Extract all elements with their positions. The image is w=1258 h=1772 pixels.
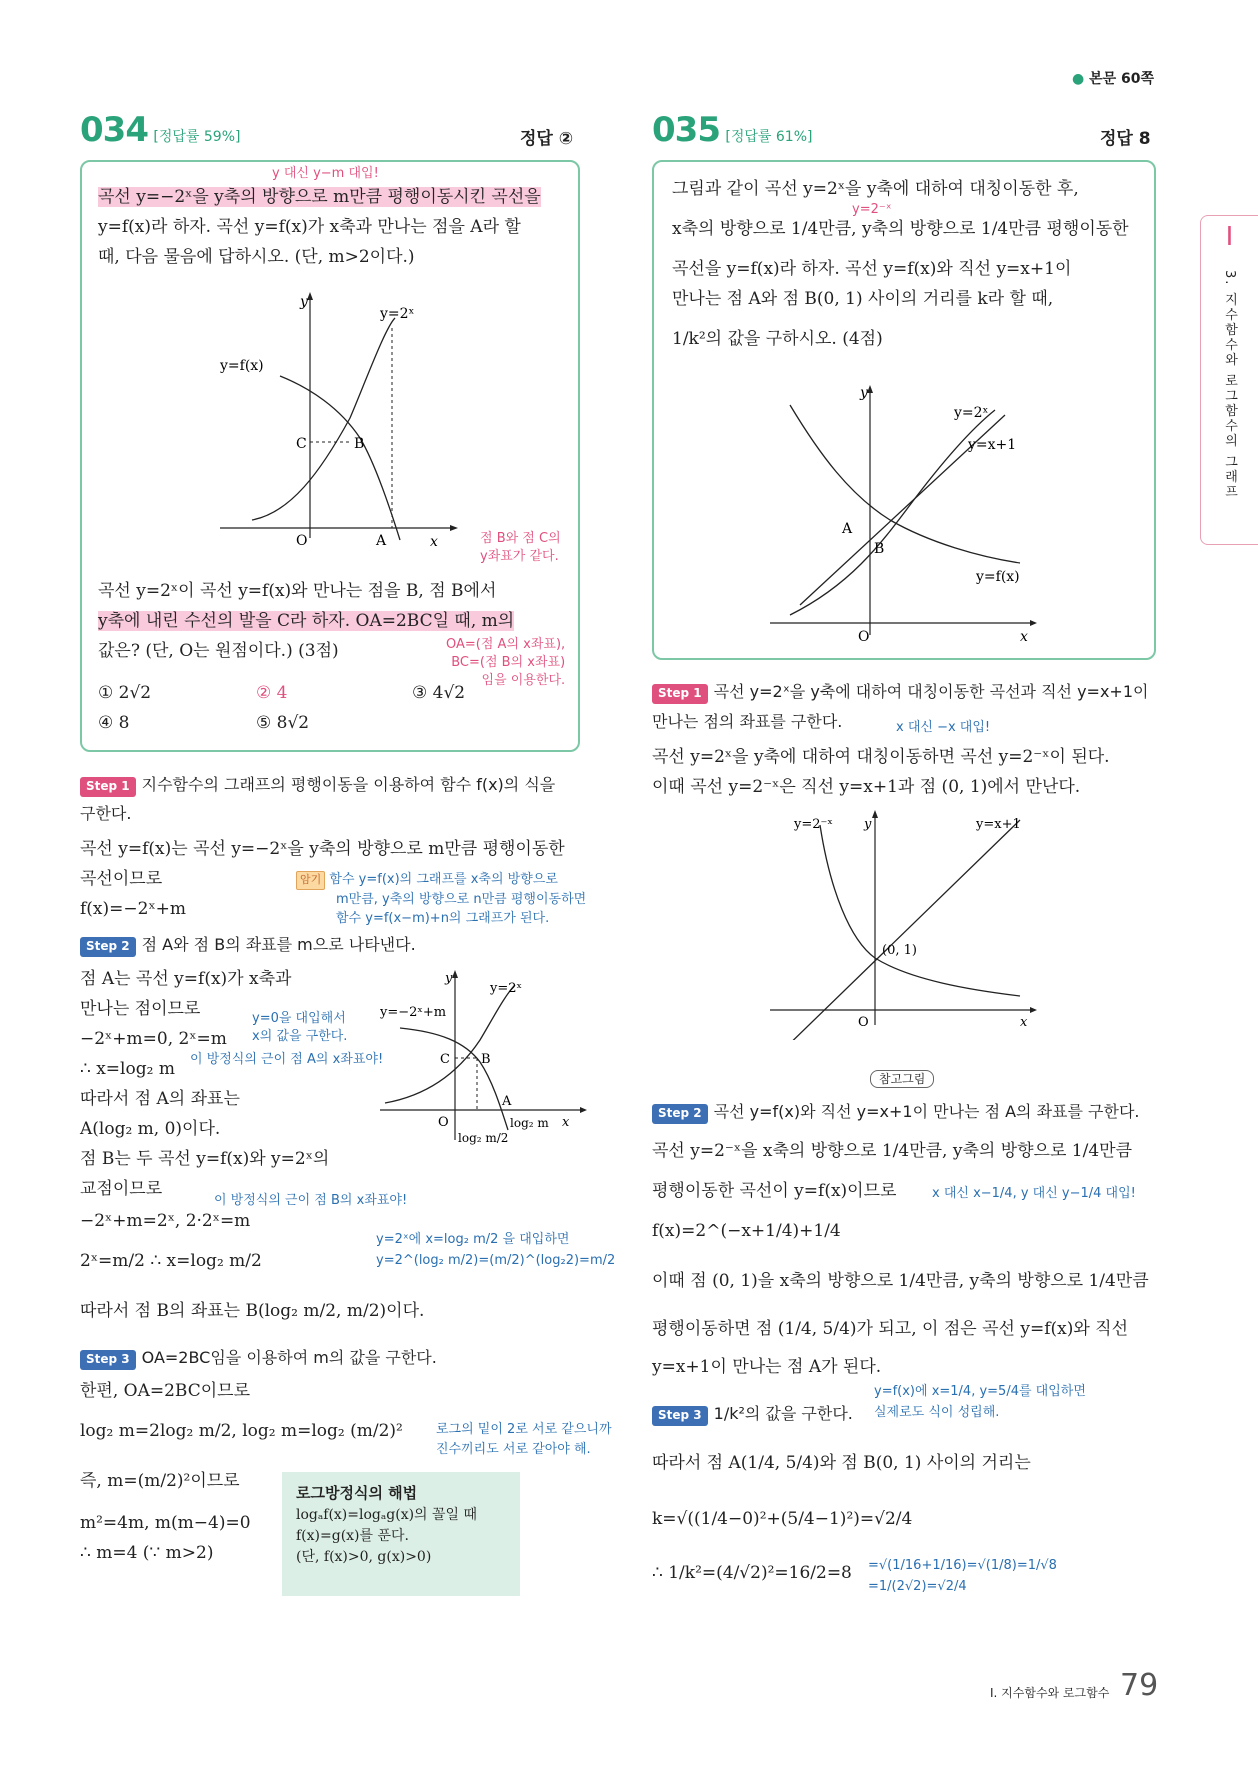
note: y=0을 대입해서 x의 값을 구한다. bbox=[252, 1011, 348, 1045]
question-line: 그림과 같이 곡선 y=2ˣ을 y축에 대하여 대칭이동한 후, bbox=[672, 179, 1079, 199]
solution-line: y=x+1이 만나는 점 A가 된다. bbox=[652, 1357, 882, 1377]
svg-text:C: C bbox=[440, 1052, 450, 1067]
step-badge: Step 2 bbox=[80, 937, 136, 957]
note: 이 방정식의 근이 점 A의 x좌표야! bbox=[190, 1052, 384, 1067]
svg-text:x: x bbox=[1020, 1015, 1028, 1030]
note-side: 점 B와 점 C의 y좌표가 같다. bbox=[480, 531, 561, 565]
graph-34 bbox=[200, 288, 480, 548]
step-title: 구한다. bbox=[80, 804, 132, 823]
solution-line: ∴ 1/k²=(4/√2)²=16/2=8 bbox=[652, 1563, 852, 1583]
problem-35-header bbox=[652, 110, 812, 150]
solution-line: ∴ m=4 (∵ m>2) bbox=[80, 1543, 214, 1563]
problem-number: 035 bbox=[652, 110, 720, 150]
point-label: O bbox=[296, 533, 308, 548]
curve-fx bbox=[280, 376, 400, 540]
point-label: A bbox=[376, 533, 387, 548]
svg-text:B: B bbox=[874, 541, 885, 557]
svg-text:y=2ˣ: y=2ˣ bbox=[490, 981, 523, 996]
problem-number: 034 bbox=[80, 110, 148, 150]
step-badge: Step 3 bbox=[80, 1350, 136, 1370]
solution-line: 따라서 점 A(1/4, 5/4)와 점 B(0, 1) 사이의 거리는 bbox=[652, 1453, 1031, 1473]
svg-text:y=x+1: y=x+1 bbox=[976, 817, 1021, 832]
solution-line: 곡선 y=f(x)는 곡선 y=−2ˣ을 y축의 방향으로 m만큼 평행이동한 bbox=[80, 839, 565, 859]
solution-line: m²=4m, m(m−4)=0 bbox=[80, 1513, 251, 1533]
solution-line: 이때 곡선 y=2⁻ˣ은 직선 y=x+1과 점 (0, 1)에서 만난다. bbox=[652, 777, 1081, 797]
question-line: 곡선을 y=f(x)라 하자. 곡선 y=f(x)와 직선 y=x+1이 bbox=[672, 259, 1072, 279]
svg-text:x: x bbox=[562, 1115, 570, 1130]
solution-line: 이때 점 (0, 1)을 x축의 방향으로 1/4만큼, y축의 방향으로 1/4만큼 bbox=[652, 1271, 1149, 1291]
note-oa: OA=(점 A의 x좌표), BC=(점 B의 x좌표) 임을 이용한다. bbox=[446, 637, 566, 689]
svg-text:y=2ˣ: y=2ˣ bbox=[954, 405, 989, 421]
problem-34-header bbox=[80, 110, 240, 150]
note: x 대신 x−1/4, y 대신 y−1/4 대입! bbox=[932, 1186, 1136, 1201]
curve-label: y=f(x) bbox=[220, 358, 264, 374]
solution-line: 교점이므로 bbox=[80, 1179, 163, 1199]
note: y=2ˣ에 x=log₂ m/2 을 대입하면 y=2^(log₂ m/2)=(m/2)^(log₂2)=m/2 bbox=[376, 1232, 616, 1268]
step-2-heading: Step 2 곡선 y=f(x)와 직선 y=x+1이 만나는 점 A의 좌표를 구한다. bbox=[652, 1102, 1140, 1124]
tip-box: 로그방정식의 해법 logₐf(x)=logₐg(x)의 꼴일 때 f(x)=g(x)를 푼다. (단, f(x)>0, g(x)>0) bbox=[282, 1472, 520, 1596]
svg-text:log₂ m: log₂ m bbox=[510, 1116, 549, 1130]
point-label: C bbox=[296, 436, 307, 452]
solution-line: k=√((1/4−0)²+(5/4−1)²)=√2/4 bbox=[652, 1509, 913, 1529]
note: x 대신 −x 대입! bbox=[896, 720, 991, 735]
step-badge: Step 1 bbox=[652, 684, 708, 704]
svg-text:y: y bbox=[860, 385, 868, 401]
question-line: 만나는 점 A와 점 B(0, 1) 사이의 거리를 k라 할 때, bbox=[672, 289, 1054, 309]
step-3-heading: Step 3 1/k²의 값을 구한다. bbox=[652, 1404, 853, 1426]
question-line: y=f(x)라 하자. 곡선 y=f(x)가 x축과 만나는 점을 A라 할 bbox=[98, 217, 521, 237]
svg-text:y: y bbox=[445, 971, 453, 986]
svg-text:y=2⁻ˣ: y=2⁻ˣ bbox=[794, 817, 833, 832]
solution-line: log₂ m=2log₂ m/2, log₂ m=log₂ (m/2)² bbox=[80, 1421, 403, 1441]
note: =√(1/16+1/16)=√(1/8)=1/√8 =1/(2√2)=√2/4 bbox=[868, 1558, 1057, 1594]
svg-text:A: A bbox=[842, 521, 853, 537]
solution-line: ∴ x=log₂ m bbox=[80, 1059, 175, 1079]
tab-vertical-text: 3. 지수함수와 로그함수의 그래프 bbox=[1222, 270, 1237, 500]
point-label: B bbox=[354, 436, 365, 452]
choice-4[interactable]: ④ 8 bbox=[98, 713, 130, 733]
solution-line: 곡선 y=2ˣ을 y축에 대하여 대칭이동하면 곡선 y=2⁻ˣ이 된다. bbox=[652, 747, 1110, 767]
solution-line: f(x)=−2ˣ+m bbox=[80, 899, 187, 919]
choice-3[interactable]: ③ 4√2 bbox=[412, 683, 466, 703]
question-line: 값은? (단, O는 원점이다.) (3점) bbox=[98, 641, 339, 661]
svg-text:B: B bbox=[481, 1052, 491, 1067]
svg-text:log₂ m/2: log₂ m/2 bbox=[458, 1131, 509, 1145]
svg-text:x: x bbox=[1020, 629, 1028, 645]
solution-line: −2ˣ+m=0, 2ˣ=m bbox=[80, 1029, 227, 1049]
solution-line: 만나는 점이므로 bbox=[80, 999, 201, 1019]
step-badge: Step 2 bbox=[652, 1104, 708, 1124]
step-3-heading: Step 3 OA=2BC임을 이용하여 m의 값을 구한다. bbox=[80, 1348, 437, 1370]
correct-rate: [정답률 59%] bbox=[153, 129, 241, 145]
question-line: x축의 방향으로 1/4만큼, y축의 방향으로 1/4만큼 평행이동한 bbox=[672, 219, 1129, 239]
question-line: 1/k²의 값을 구하시오. (4점) bbox=[672, 329, 883, 349]
step-2-heading: Step 2 점 A와 점 B의 좌표를 m으로 나타낸다. bbox=[80, 935, 416, 957]
question-line: y축에 내린 수선의 발을 C라 하자. OA=2BC일 때, m의 bbox=[98, 611, 515, 631]
question-line: 곡선 y=2ˣ이 곡선 y=f(x)와 만나는 점을 B, 점 B에서 bbox=[98, 581, 497, 601]
page-reference: ● 본문 60쪽 bbox=[1072, 71, 1155, 87]
svg-text:y=x+1: y=x+1 bbox=[968, 437, 1017, 453]
side-chapter-tab[interactable] bbox=[1200, 215, 1258, 545]
solution-line: 점 A는 곡선 y=f(x)가 x축과 bbox=[80, 969, 292, 989]
step-badge: Step 3 bbox=[652, 1406, 708, 1426]
note-substitute: y 대신 y−m 대입! bbox=[272, 166, 379, 181]
solution-line: 곡선 y=2⁻ˣ을 x축의 방향으로 1/4만큼, y축의 방향으로 1/4만큼 bbox=[652, 1141, 1133, 1161]
reference-figure-label: 참고그림 bbox=[870, 1070, 934, 1088]
svg-text:y: y bbox=[864, 817, 872, 832]
svg-text:y=−2ˣ+m: y=−2ˣ+m bbox=[380, 1005, 447, 1020]
curve-2x bbox=[252, 318, 395, 520]
axis-x-label: x bbox=[430, 534, 438, 548]
choice-5[interactable]: ⑤ 8√2 bbox=[256, 713, 310, 733]
correct-rate: [정답률 61%] bbox=[725, 129, 813, 145]
svg-text:O: O bbox=[858, 1015, 869, 1030]
step-1-heading: Step 1 곡선 y=2ˣ을 y축에 대하여 대칭이동한 곡선과 직선 y=x+1이 bbox=[652, 682, 1148, 704]
solution-line: 즉, m=(m/2)²이므로 bbox=[80, 1471, 240, 1491]
svg-text:O: O bbox=[858, 629, 870, 645]
solution-line: 점 B는 두 곡선 y=f(x)와 y=2ˣ의 bbox=[80, 1149, 330, 1169]
page-number: 79 bbox=[1120, 1668, 1159, 1703]
step-1-heading: Step 1 지수함수의 그래프의 평행이동을 이용하여 함수 f(x)의 식을 bbox=[80, 775, 555, 797]
graph-35-step1 bbox=[770, 810, 1040, 1040]
step-badge: Step 1 bbox=[80, 777, 136, 797]
curve-label: y=2ˣ bbox=[380, 306, 415, 322]
circle-arrow-icon: ● bbox=[1072, 71, 1085, 87]
memo-note: 암기 함수 y=f(x)의 그래프를 x축의 방향으로 m만큼, y축의 방향으로 n만큼 평행이동하면 함수 y=f(x−m)+n의 그래프가 된다. bbox=[296, 870, 586, 929]
note: 로그의 밑이 2로 서로 같으니까 진수끼리도 서로 같아야 해. bbox=[436, 1422, 612, 1457]
answer-label: 정답 ② bbox=[520, 129, 574, 149]
answer-label: 정답 8 bbox=[1100, 129, 1151, 149]
solution-line: 한편, OA=2BC이므로 bbox=[80, 1381, 251, 1401]
graph-34-step2 bbox=[380, 970, 590, 1160]
svg-text:(0, 1): (0, 1) bbox=[882, 943, 917, 958]
footer-chapter: I. 지수함수와 로그함수 bbox=[990, 1686, 1110, 1700]
solution-line: 2ˣ=m/2 ∴ x=log₂ m/2 bbox=[80, 1251, 262, 1271]
note: y=2⁻ˣ bbox=[852, 202, 892, 217]
note: 이 방정식의 근이 점 B의 x좌표야! bbox=[214, 1193, 408, 1208]
svg-text:y=f(x): y=f(x) bbox=[976, 569, 1020, 585]
question-line: 때, 다음 물음에 답하시오. (단, m>2이다.) bbox=[98, 247, 415, 267]
solution-line: 따라서 점 B의 좌표는 B(log₂ m/2, m/2)이다. bbox=[80, 1301, 425, 1321]
solution-line: −2ˣ+m=2ˣ, 2·2ˣ=m bbox=[80, 1211, 251, 1231]
solution-line: A(log₂ m, 0)이다. bbox=[80, 1119, 221, 1139]
choice-2[interactable]: ② 4 bbox=[256, 683, 288, 703]
note: y=f(x)에 x=1/4, y=5/4를 대입하면 실제로도 식이 성립해. bbox=[874, 1384, 1086, 1420]
solution-line: 평행이동하면 점 (1/4, 5/4)가 되고, 이 점은 곡선 y=f(x)와 직선 bbox=[652, 1319, 1129, 1339]
solution-line: 곡선이므로 bbox=[80, 869, 163, 889]
graph-35 bbox=[770, 385, 1040, 645]
tab-roman: I bbox=[1225, 222, 1234, 252]
step-title: 만나는 점의 좌표를 구한다. bbox=[652, 712, 843, 731]
memorize-tag: 암기 bbox=[296, 871, 325, 890]
choice-1[interactable]: ① 2√2 bbox=[98, 683, 152, 703]
svg-text:A: A bbox=[502, 1094, 512, 1109]
solution-line: 평행이동한 곡선이 y=f(x)이므로 bbox=[652, 1181, 897, 1201]
svg-text:O: O bbox=[438, 1115, 449, 1130]
axis-y-label: y bbox=[300, 294, 308, 310]
solution-line: f(x)=2^(−x+1/4)+1/4 bbox=[652, 1221, 841, 1241]
solution-line: 따라서 점 A의 좌표는 bbox=[80, 1089, 240, 1109]
question-line: 곡선 y=−2ˣ을 y축의 방향으로 m만큼 평행이동시킨 곡선을 bbox=[98, 187, 541, 207]
